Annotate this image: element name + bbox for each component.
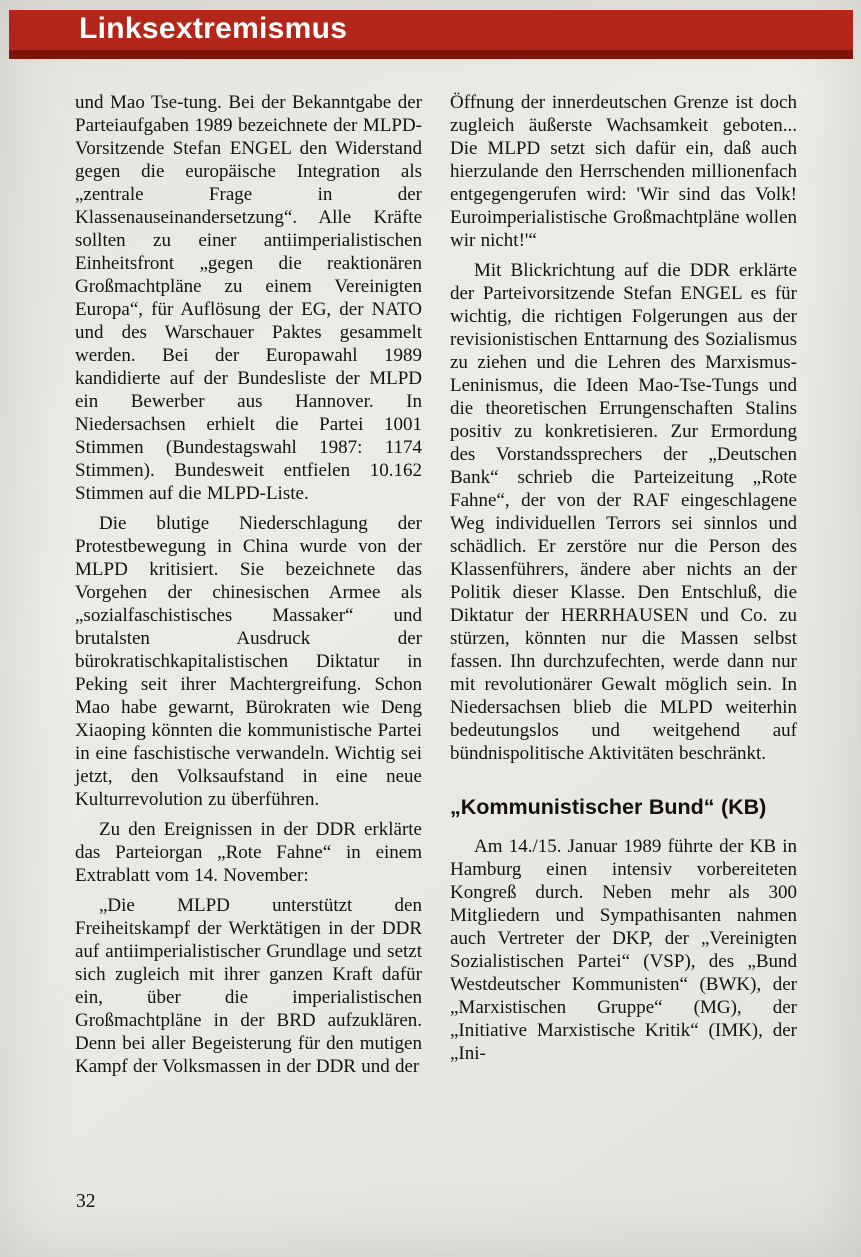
page-number: 32 — [76, 1191, 96, 1212]
section-banner — [9, 10, 853, 59]
right-column — [450, 91, 797, 1078]
paragraph-quote: „Die MLPD unterstützt den Freiheitskampf der Werktätigen in der DDR auf antiimperialistischer Grundlage und setzt sich zugleich mit ihrer ganzen Kraft dafür ein, über die imperialistischen Großmachtpläne in der BRD aufzuklären. Denn bei aller Begeisterung für den mutigen Kampf der Volksmassen in der DDR und der — [75, 895, 422, 1077]
two-column-layout — [75, 91, 797, 1078]
paragraph: Zu den Ereignissen in der DDR erklärte das Parteiorgan „Rote Fahne“ in einem Extrablatt vom 14. November: — [75, 819, 422, 886]
paragraph: Die blutige Niederschlagung der Protestbewegung in China wurde von der MLPD kritisiert. Sie bezeichnete das Vorgehen der chinesischen Armee als „sozialfaschistisches Massaker“ und brutalsten Ausdruck der bürokratischkapitalistischen Diktatur in Peking seit ihrer Machtergreifung. Schon Mao habe gewarnt, Bürokraten wie Deng Xiaoping könnten die kommunistische Partei in eine faschistische verwandeln. Wichtig sei jetzt, den Volksaufstand in eine neue Kulturrevolution zu überführen. — [75, 513, 422, 810]
subsection-heading: „Kommunistischer Bund“ (KB) — [450, 795, 767, 819]
paragraph-continuation: Öffnung der innerdeutschen Grenze ist doch zugleich äußerste Wachsamkeit geboten... Die MLPD setzt sich dafür ein, daß auch hierzulande den Herrschenden millionenfach entgegengerufen wird: 'Wir sind das Volk! Euroimperialistische Großmachtpläne wollen wir nicht!'“ — [450, 92, 797, 251]
left-column — [75, 91, 422, 1078]
paragraph: Mit Blickrichtung auf die DDR erklärte der Parteivorsitzende Stefan ENGEL es für wichtig, die richtigen Folgerungen aus der revisionistischen Enttarnung des Sozialismus zu ziehen und die Lehren des Marxismus-Leninismus, die Ideen Mao-Tse-Tungs und die theoretischen Errungenschaften Stalins positiv zu konkretisieren. Zur Ermordung des Vorstandssprechers der „Deutschen Bank“ schrieb die Parteizeitung „Rote Fahne“, der von der RAF eingeschlagene Weg individuellen Terrors sei sinnlos und schädlich. Er zerstöre nur die Person des Klassenführers, ändere aber nichts an der Politik dieser Klasse. Den Entschluß, die Diktatur der HERRHAUSEN und Co. zu stürzen, könnten nur die Massen selbst fassen. Ihn durchzufechten, werde dann nur mit revolutionärer Gewalt möglich sein. In Niedersachsen blieb die MLPD weiterhin bedeutungslos und weitgehend auf bündnispolitische Aktivitäten beschränkt. — [450, 260, 797, 764]
paragraph-continuation: und Mao Tse-tung. Bei der Bekanntgabe der Parteiaufgaben 1989 bezeichnete der MLPD-Vorsitzende Stefan ENGEL den Widerstand gegen die europäische Integration als „zentrale Frage in der Klassenauseinandersetzung“. Alle Kräfte sollten zu einer antiimperialistischen Einheitsfront „gegen die reaktionären Großmachtpläne zu einem Vereinigten Europa“, für Auflösung der EG, der NATO und des Warschauer Paktes gesammelt werden. Bei der Europawahl 1989 kandidierte auf der Bundesliste der MLPD ein Bewerber aus Hannover. In Niedersachsen erhielt die Partei 1001 Stimmen (Bundestagswahl 1987: 1174 Stimmen). Bundesweit entfielen 10.162 Stimmen auf die MLPD-Liste. — [75, 92, 422, 504]
paragraph: Am 14./15. Januar 1989 führte der KB in Hamburg einen intensiv vorbereiteten Kongreß durch. Neben mehr als 300 Mitgliedern und Sympathisanten nahmen auch Vertreter der DKP, der „Vereinigten Sozialistischen Partei“ (VSP), des „Bund Westdeutscher Kommunisten“ (BWK), der „Marxistischen Gruppe“ (MG), der „Initiative Marxistische Kritik“ (IMK), der „Ini- — [450, 835, 797, 1064]
section-title: Linksextremismus — [79, 12, 348, 45]
